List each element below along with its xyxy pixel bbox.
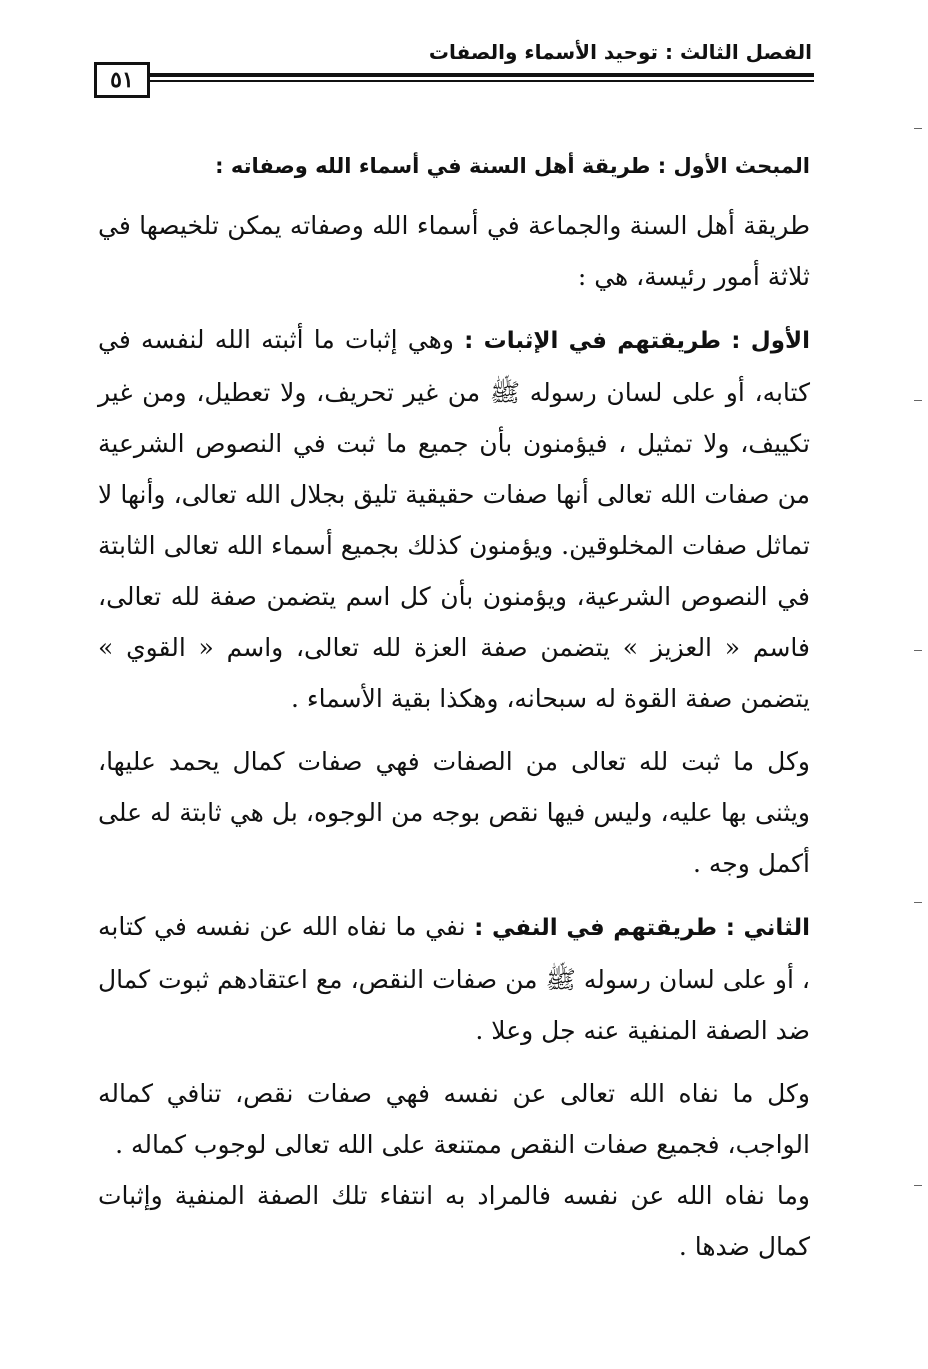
section-heading: المبحث الأول : طريقة أهل السنة في أسماء الله وصفاته : bbox=[215, 154, 810, 178]
margin-tick bbox=[914, 902, 922, 903]
paragraph-text: وهي إثبات ما أثبته الله لنفسه في كتابه، أو على لسان رسوله ﷺ من غير تحريف، ولا تعطيل، ومن غير تكييف، ولا تمثيل ، فيؤمنون بأن جميع ما ثبت في النصوص الشرعية من صفات الله تعالى أنها صفات حقيقية تليق بجلال الله تعالى، وأنها لا تماثل صفات المخلوقين. ويؤمنون كذلك بجميع أسماء الله تعالى الثابتة في النصوص الشرعية، ويؤمنون بأن كل اسم يتضمن صفة لله تعالى، فاسم « العزيز » يتضمن صفة العزة لله تعالى، واسم « القوي » يتضمن صفة القوة له سبحانه، وهكذا بقية الأسماء . bbox=[98, 325, 810, 713]
header-rule-thin bbox=[150, 80, 814, 82]
paragraph-text: وكل ما نفاه الله تعالى عن نفسه فهي صفات نقص، تنافي كماله الواجب، فجميع صفات النقص ممتنعة على الله تعالى لوجوب كماله . bbox=[98, 1079, 810, 1159]
page-number: ٥١ bbox=[94, 62, 150, 98]
margin-tick bbox=[914, 128, 922, 129]
margin-tick bbox=[914, 1185, 922, 1186]
paragraph-text: وكل ما ثبت لله تعالى من الصفات فهي صفات كمال يحمد عليها، ويثنى بها عليه، وليس فيها نقص بوجه من الوجوه، بل هي ثابتة له على أكمل وجه . bbox=[98, 747, 810, 878]
paragraph-negation bbox=[98, 901, 810, 1056]
paragraph-deficiency bbox=[98, 1068, 810, 1170]
page-header bbox=[94, 40, 814, 102]
paragraph-perfection bbox=[98, 736, 810, 889]
paragraph-text: وما نفاه الله عن نفسه فالمراد به انتفاء تلك الصفة المنفية وإثبات كمال ضدها . bbox=[98, 1181, 810, 1261]
paragraph-lead: الثاني : طريقتهم في النفي : bbox=[474, 915, 810, 941]
margin-tick bbox=[914, 650, 922, 651]
paragraph-affirmation bbox=[98, 314, 810, 724]
paragraph-conclusion bbox=[98, 1170, 810, 1272]
page-body bbox=[98, 146, 810, 1272]
chapter-title: الفصل الثالث : توحيد الأسماء والصفات bbox=[428, 40, 812, 64]
paragraph-text: نفي ما نفاه الله عن نفسه في كتابه ، أو على لسان رسوله ﷺ من صفات النقص، مع اعتقادهم ثبوت كمال ضد الصفة المنفية عنه جل وعلا . bbox=[98, 912, 810, 1045]
paragraph-text: طريقة أهل السنة والجماعة في أسماء الله وصفاته يمكن تلخيصها في ثلاثة أمور رئيسة، هي : bbox=[98, 211, 810, 291]
margin-tick bbox=[914, 400, 922, 401]
header-rule bbox=[150, 73, 814, 77]
paragraph-intro bbox=[98, 200, 810, 302]
paragraph-lead: الأول : طريقتهم في الإثبات : bbox=[464, 328, 811, 354]
